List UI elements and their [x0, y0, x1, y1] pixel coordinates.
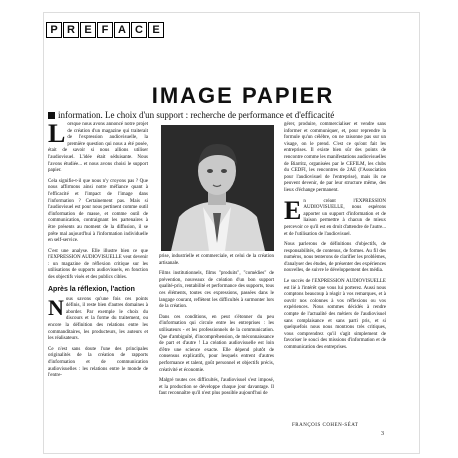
page-number: 3 — [381, 431, 384, 437]
column-2 — [159, 254, 274, 402]
paragraph — [284, 195, 386, 239]
paragraph — [48, 294, 148, 343]
paragraph: Dans ces conditions, en peut s'étonner du peu d'information qui circule entre les entreprises : les utilisateurs - et les professionnels de la communication. Que d'ambiguïté, d'incompréhension, de méconnaissance de part et d'autre ! La création audiovisuelle est loin d'être une science exacte. Elle dépend plutôt de consensus explicatifs, pour lesquels entrent d'autres performance et talent, goût personnel et objectifs précis, créativité et économie. — [159, 314, 274, 373]
paragraph: Ce n'est sans doute l'une des principales originalités de la création de rapports d'information et de communication audiovisuelles : les relations entre le monde de l'entre- — [48, 346, 148, 379]
preface-letter: P — [46, 22, 62, 38]
paragraph: Films institutionnels, films "produits", "comédies" de prévention, nouveaux de création d'un bon support qualité-prix, rentabilité et performance des supports, tous ces éléments, toutes ces expressions, passées dans le langage courant, reflètent les difficultés à surmonter lors de la création. — [159, 271, 274, 310]
column-1 — [48, 119, 148, 384]
preface-letter: E — [80, 22, 96, 38]
author-portrait-photo — [161, 125, 274, 251]
preface-header — [46, 22, 165, 36]
paragraph: Cela signifie-t-il que nous n'y croyons pas ? Que nous affirmons ainsi notre méfiance quant à l'efficacité et l'impact de l'image dans l'information ? Certainement pas. Mais si l'audiovisuel est pour nous pertinent comme outil d'information de masse, et comme outil de communication, contraignant les partenaires à être présents au moment de la diffusion, il se prête mal aujourd'hui à l'information individuelle en self-service. — [48, 178, 148, 244]
preface-letter: A — [114, 22, 130, 38]
preface-letter: R — [63, 22, 79, 38]
preface-letter: E — [148, 22, 164, 38]
drop-cap: N — [48, 294, 64, 320]
portrait-image — [161, 125, 274, 251]
paragraph-text: orsque nous avons annoncé notre projet de création d'un magazine qui traiterait de l'expression audiovisuelle, la première question qui nous a été posée, était de savoir si nous allions utiliser l'audiovisuel. L'idée était séduisante. Nous l'avons étudiée... et nous avons choisi le support papier. — [48, 122, 148, 174]
paragraph: Malgré toutes ces difficultés, l'audiovisuel s'est imposé, et la production se développe chaque jour davantage. Il faut reconnaître qu'il n'est plus possible aujourd'hui de — [159, 378, 274, 397]
column-3 — [284, 122, 386, 356]
preface-letter: C — [131, 22, 147, 38]
drop-cap: L — [48, 119, 66, 148]
paragraph: prise, industrielle et commerciale, et celui de la création artisanale. — [159, 254, 274, 266]
paragraph — [48, 119, 148, 175]
article-title: IMAGE PAPIER — [151, 83, 335, 108]
drop-cap: E — [284, 195, 302, 225]
preface-letter: F — [97, 22, 113, 38]
paragraph: C'est une analyse. Elle illustre bien ce que l'EXPRESSION AUDIOVISUELLE veut devenir : un magazine de réflexion critique sur les utilisations de supports audiovisuels, en fonction des objectifs visés et des publics cibles. — [48, 248, 148, 281]
paragraph: Le succès de l'EXPRESSION AUDIOVISUELLE est lié à l'intérêt que vous lui porterez. Aussi nous comptons beaucoup à réagir à vos remarques, et à ouvrir nos colonnes à vos réflexions ou vos expériences. Nous sommes décidés à rendre compte de l'actualité des métiers de l'audiovisuel sans complaisance et sans parti pris, et si quelquefois nous nous montrons très critiques, vous comprendrez qu'il s'agit simplement de favoriser le souci des missions d'information et de communication des entreprises. — [284, 279, 386, 350]
section-heading: Après la réflexion, l'action — [48, 285, 135, 293]
author-signature: FRANÇOIS COHEN-SÉAT — [292, 423, 359, 428]
paragraph-text: ous savons qu'une fois ces points définis, il reste bien d'autres domaines à aborder. Par exemple le choix du discours et la forme du traitement, ou encore la définition des relations entre les commanditaires, les producteurs, les auteurs et les réalisateurs. — [48, 296, 148, 342]
article-subtitle-text: information. Le choix d'un support : recherche de performance et d'efficacité — [58, 110, 335, 120]
square-bullet-icon — [48, 112, 55, 119]
paragraph: Nous parlerons de définitions d'objectifs, de responsabilités, de contenus, de formes. Au fil des numéros, nous tenterons de clarifier les problèmes, d'analyser des études, de présenter des expériences nouvelles, de suivre le développement des média. — [284, 242, 386, 274]
paragraph-text: n créant l'EXPRESSION AUDIOVISUELLE, nous espérons apporter un support d'information et de liaison permettre à chacun de mieux percevoir ce qu'il est en droit d'attendre de l'autre... et de l'utilisation de l'audiovisuel. — [284, 198, 386, 237]
paragraph: gérer, produire, commercialiser et vendre sans informer et communiquer, et, pour reprendre la formule qu'un célèbre, on ne raisonne pas sur un visage, on le prend. C'est ce qu'ont fait les entreprises. Il existe bien sûr des points de rencontre comme les manifestations audiovisuelles de Biarritz, organisées par le CEFILM, les clubs du CEDFI, les rencontres de 2AE (l'Association pour l'audiovisuel de l'entreprise), mais ils ne peuvent devenir, de par leur structure même, des lieux d'échange permanent. — [284, 122, 386, 193]
article-subtitle — [48, 110, 388, 121]
